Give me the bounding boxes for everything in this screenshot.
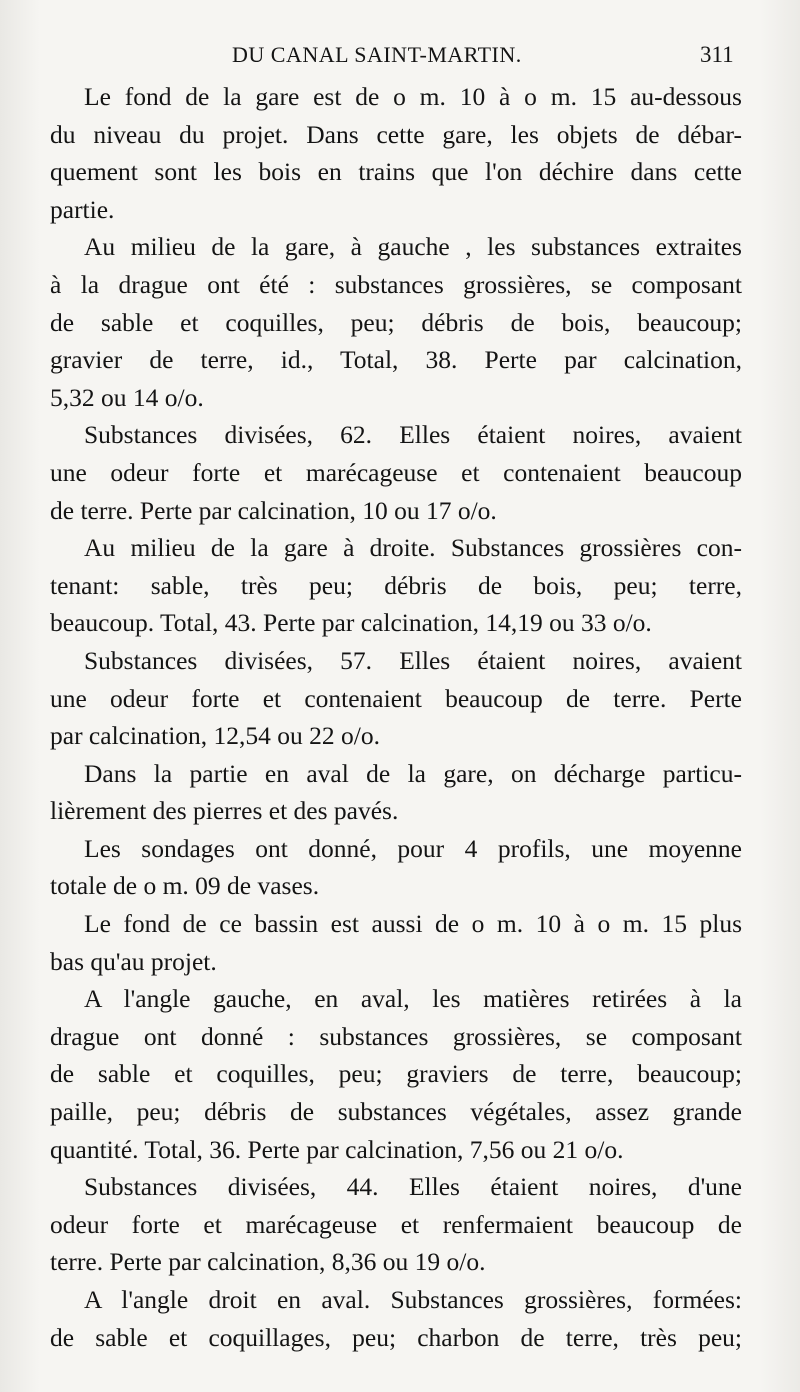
text-line: Substances divisées, 44. Elles étaient noires, d'une [84, 1172, 742, 1202]
text-line: paille, peu; débris de substances végétales, assez grande [50, 1097, 742, 1127]
text-line: Les sondages ont donné, pour 4 profils, une moyenne [84, 833, 742, 863]
paragraph [50, 1168, 742, 1281]
paragraph [50, 755, 742, 830]
text-line: Le fond de ce bassin est aussi de o m. 10 à o m. 15 plus [84, 909, 742, 939]
text-line: lièrement des pierres et des pavés. [50, 796, 399, 826]
text-line: beaucoup. Total, 43. Perte par calcination, 14,19 ou 33 o/o. [50, 608, 652, 638]
text-line: Substances divisées, 62. Elles étaient noires, avaient [84, 420, 742, 450]
text-line: odeur forte et marécageuse et renfermaient beaucoup de [50, 1209, 742, 1239]
paragraph [50, 529, 742, 642]
text-line: quantité. Total, 36. Perte par calcination, 7,56 ou 21 o/o. [50, 1134, 624, 1164]
paragraph [50, 416, 742, 529]
text-line: A l'angle droit en aval. Substances grossières, formées: [84, 1285, 742, 1314]
text-line: bas qu'au projet. [50, 946, 217, 976]
paragraph [50, 980, 742, 1168]
running-title: DU CANAL SAINT-MARTIN. [232, 42, 522, 67]
text-line: à la drague ont été : substances grossières, se composant [50, 269, 742, 299]
text-line: tenant: sable, très peu; débris de bois, peu; terre, [50, 570, 742, 600]
text-line: Au milieu de la gare, à gauche , les substances extraites [84, 232, 742, 262]
text-line: une odeur forte et contenaient beaucoup de terre. Perte [50, 683, 742, 713]
text-line: de terre. Perte par calcination, 10 ou 17 o/o. [50, 495, 497, 525]
body-text [50, 78, 742, 1356]
text-line: du niveau du projet. Dans cette gare, les objets de débar- [50, 119, 742, 149]
text-line: une odeur forte et marécageuse et contenaient beaucoup [50, 457, 742, 487]
text-line: par calcination, 12,54 ou 22 o/o. [50, 721, 381, 751]
page-number: 311 [700, 42, 734, 67]
text-line: de sable et coquilles, peu; débris de bois, beaucoup; [50, 307, 742, 337]
text-line: gravier de terre, id., Total, 38. Perte par calcination, [50, 345, 742, 375]
paragraph [50, 905, 742, 980]
paragraph [50, 642, 742, 755]
paragraph [50, 228, 742, 416]
text-line: 5,32 ou 14 o/o. [50, 382, 204, 412]
running-head [0, 42, 800, 76]
text-line: Le fond de la gare est de o m. 10 à o m. 15 au-dessous [84, 82, 742, 111]
text-line: A l'angle gauche, en aval, les matières retirées à la [84, 984, 742, 1014]
text-line: Au milieu de la gare à droite. Substances grossières con- [84, 533, 742, 563]
text-line: de sable et coquillages, peu; charbon de terre, très peu; [50, 1322, 742, 1352]
text-line: quement sont les bois en trains que l'on déchire dans cette [50, 157, 742, 187]
text-line: partie. [50, 194, 115, 224]
paragraph [50, 830, 742, 905]
text-line: de sable et coquilles, peu; graviers de terre, beaucoup; [50, 1059, 742, 1089]
paragraph [50, 1281, 742, 1356]
text-line: Dans la partie en aval de la gare, on décharge particu- [84, 758, 742, 788]
text-line: Substances divisées, 57. Elles étaient noires, avaient [84, 645, 742, 675]
text-line: terre. Perte par calcination, 8,36 ou 19 o/o. [50, 1247, 486, 1277]
text-line: totale de o m. 09 de vases. [50, 871, 320, 901]
paragraph [50, 78, 742, 228]
text-line: drague ont donné : substances grossières, se composant [50, 1021, 742, 1051]
